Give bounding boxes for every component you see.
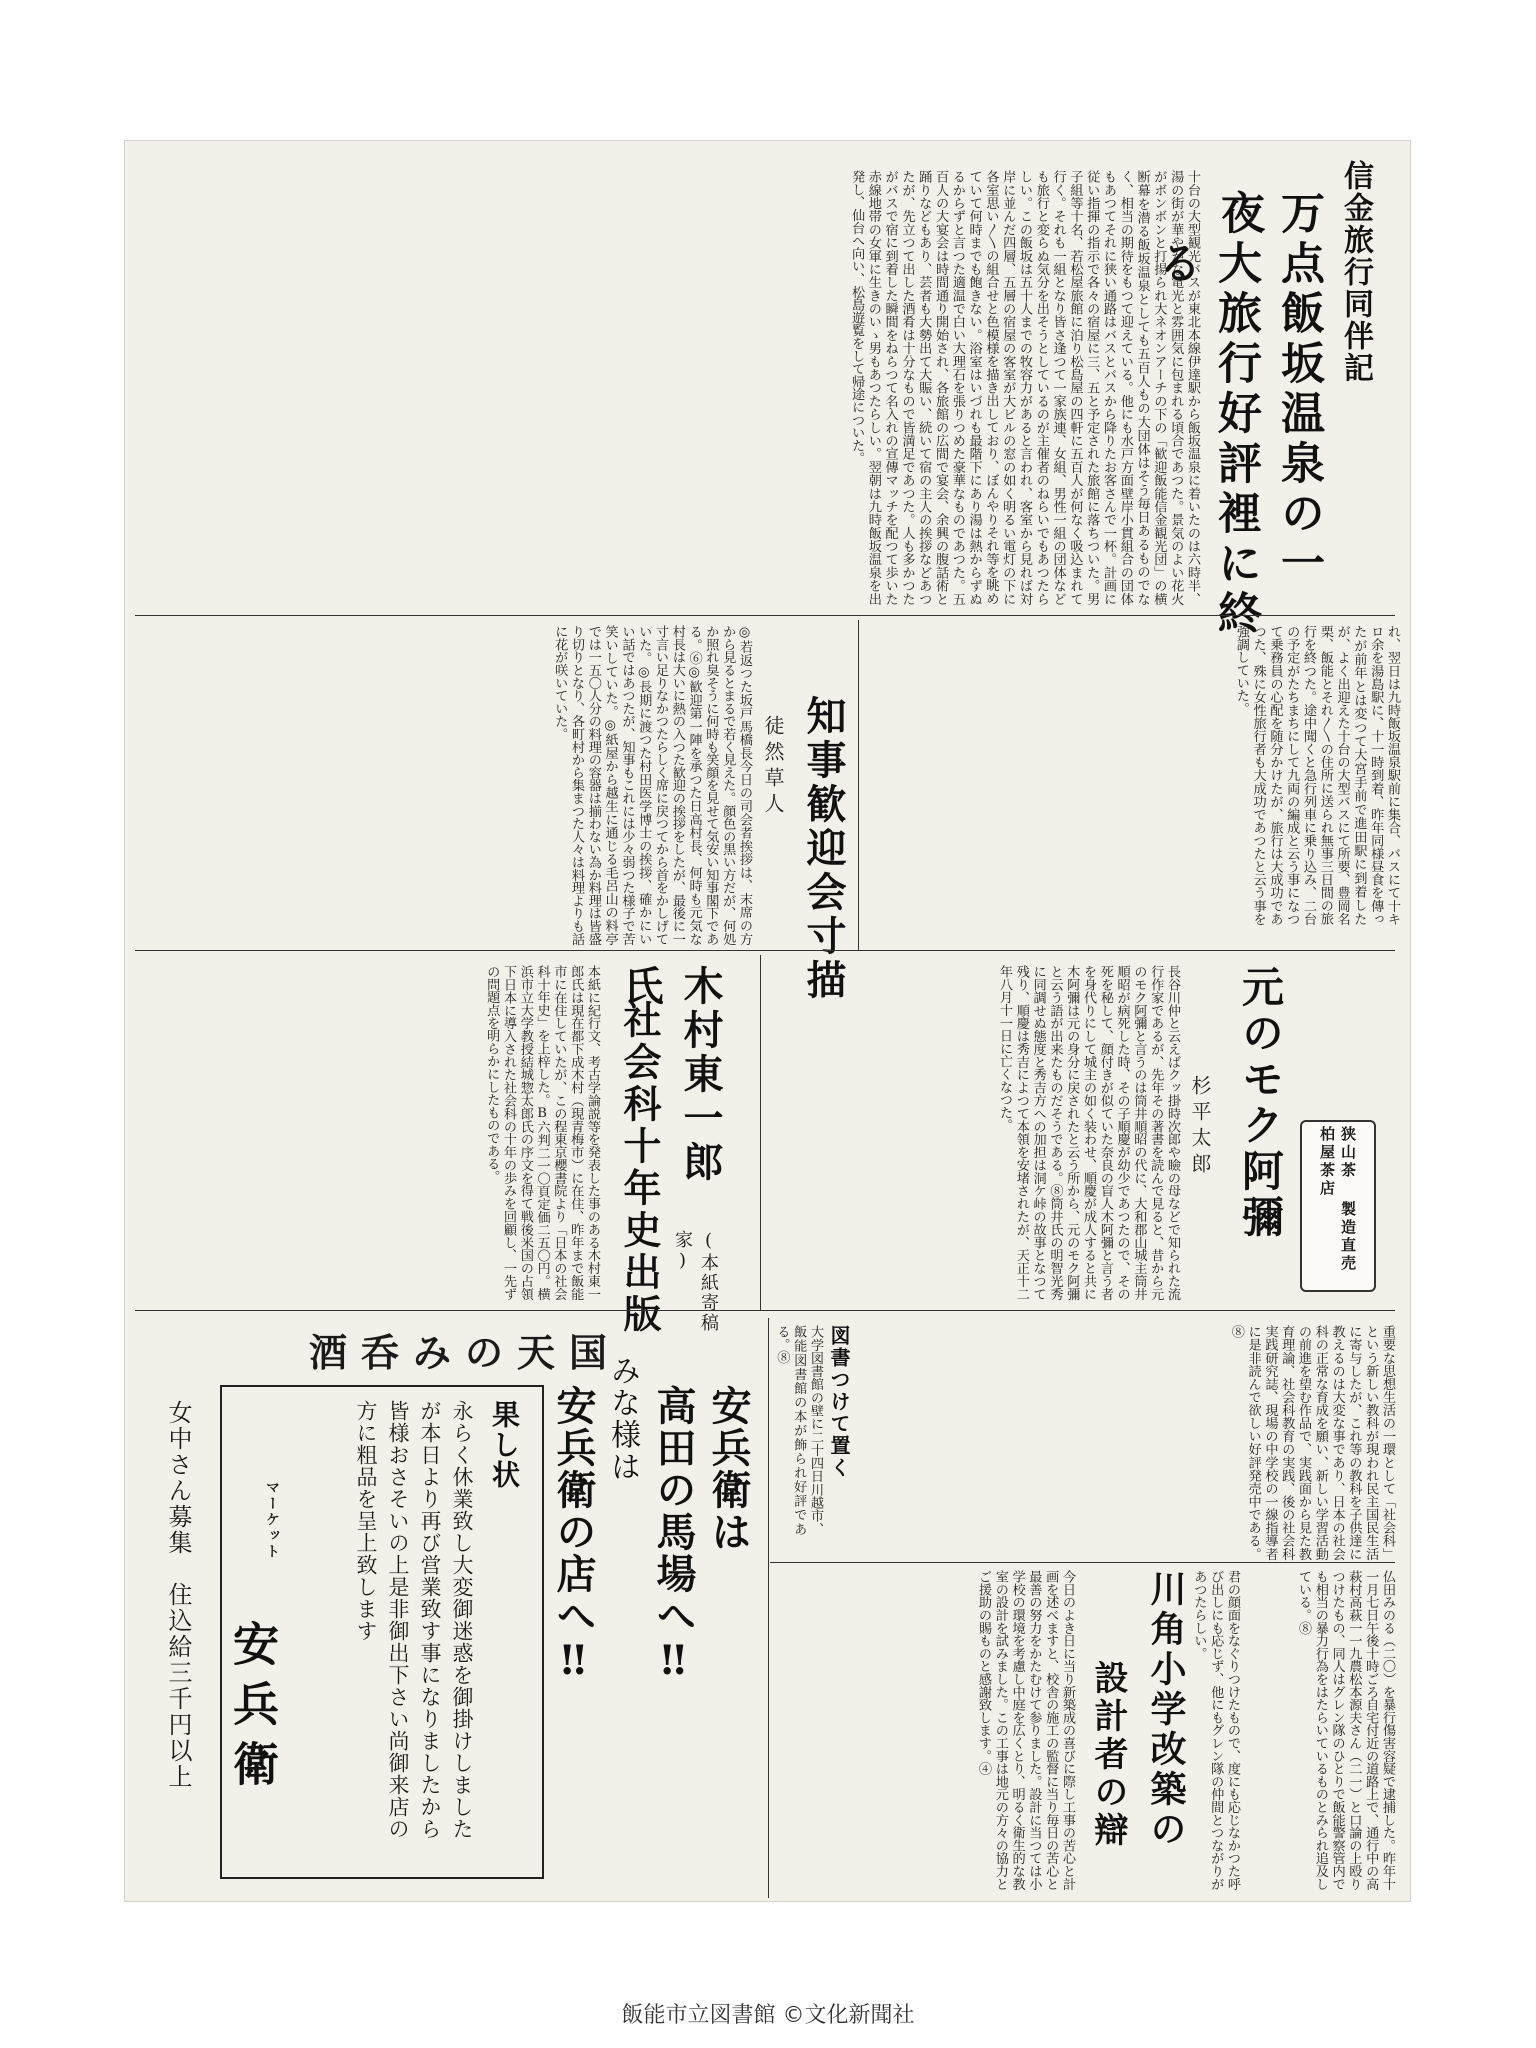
divider xyxy=(768,1318,769,1898)
ad-sayama-stamp xyxy=(1300,1120,1376,1292)
headline-kimura: 木村東一郎氏 xyxy=(617,965,724,1185)
headline-kimura-2: 社会科十年史出版 xyxy=(617,1000,662,1336)
ad-yasubee-banner: 酒呑みの天国 xyxy=(308,1330,621,1375)
article-ryokou-body: 十台の大型観光バスが東北本線伊達駅から飯坂温泉に着いたのは六時半、湯の街が華やかな電光と雰囲気に包まれる頃合であつた。景気のよい花火がボンボンと打揚られ大ネオンアーチの下の「歓迎飯能信金観光団」の横断幕を潜る飯坂温泉としても五百人もの大団体はそう毎日あるものでなく、相当の期待をもつて迎えている。他にも水戸方面壁岸小貫組合の団体もあつてそれに狭い通路はバスとバスから降りたお客さんで一杯。計画に従い指揮の指示で各々の宿屋に三、五と予定された旅館に落ちついた。男子組等十名、若松屋旅館に泊り松島屋の四軒に五百人が何なく吸込まれて行く。それも一組となり皆さ逢つて一家族連、女組、男性一組の団体なども旅行と変らぬ気分を出そうとしているのが主催者のねらいでもあつたらしい。この飯坂は五十人までの牧容力があると言われ、客室から見れば対岸に並んだ四層、五層の宿屋の客室が大ビルの窓の如く明るい電灯の下に各室思い〳〵の組合せと色模様を描き出しており、ぼんやりそれ等を眺めていて何時までも飽きない。浴室はいづれも最階下にあり湯は熱からずぬるからずと言つた適温で白い大理石を張りつめた豪華なものであつた。五百人の大宴会は時間通り開始され、各旅館の広間で宴会、余興の腹話術と踊りなどもあり、芸者も大勢出て大賑い、続いて宿の主人の挨拶などあつたが、先立つて出した酒肴は十分なもので皆満足であつた。人も多かつたがバスで宿に到着した瞬間をねらつて名入れの宣傳マッチを配つて歩いた赤線地帯の女軍に生きのいゝ男もあつたらしい。翌朝は九時飯坂温泉を出発し、仙台へ向い、松島遊覧をして帰途についた。 xyxy=(849,170,1200,605)
ad-notice-title: 果し状 xyxy=(488,1400,521,1490)
article-shakai-body: 重要な思想生活の一環として「社会科」という新しい教科が現われ民主国民生活に寄与したが、これ等の教科を子供達に教えるのは大変な事であり、日本の社会科の正常な育成を願い、新しい学習活動の前進を望む作品で、実践面から見た教育理論、社会科教育の実践、後の社会科実践研究誌、現場の中学校の一線指導者に是非読んで欲しい好評発売中である。⑧ xyxy=(1228,1325,1395,1560)
article-chiji-body: ◎若返つた坂戸馬橋長今日の司会者挨拶は、末席の方から見るとまるで若く見えた。顔色の黒い方だが、何処か照れ臭そうに何時も笑顔を見せて気安い知事閣下である。⑥◎歓迎第一陣を承つた日高村長、何時も元気な村長は大いに熱の入つた歓迎の挨拶をしたが、最後に一寸言い足りなかつたらしく席に戻つてから首をかしげていた。◎長期に渡つた村田医学博士の挨拶、確かにいい話ではあつたが、知事もこれには少々弱つた様子で苦笑いしていた。◎紙屋から越生に通じる毛呂山の料亭では一五〇人分の料理の容器は揃わない為か料理は皆盛り切りとなり、各町村から集まつた人々は料理よりも話に花が咲いていた。 xyxy=(552,625,752,946)
article-moku-body: 長谷川仲と云えばクッ掛時次郎や瞼の母などで知られた流行作家であるが、先年その著書を読んで見ると、昔から元のモク阿彌と言うのは筒井順昭の代に、大和郡山城主筒井順昭が病死した時、その子順慶が幼少であつたので、その死を秘して、顔付きが似ていた奈良の盲人木阿彌と言う者を身代りにして城主の如く装わせ、順慶が成人すると共に木阿彌は元の身分に戻されたと云う所から、元のモク阿彌と云う語が出来たものだそうである。⑧筒井氏の明智光秀に同調せぬ態度と秀吉方への加担は洞ケ峠の故事となつて残り、順慶は秀吉によつて本領を安堵されたが、天正十二年八月十一日に亡くなつた。 xyxy=(997,965,1180,1300)
series-title: 信金旅行同伴記 xyxy=(1338,160,1373,384)
kimura-note: (本紙寄稿家) xyxy=(672,1230,719,1333)
headline-sub: 大旅行好評裡に終る xyxy=(1150,240,1261,640)
article-kawazuno-body: 今日のよき日に当り新築成の喜びに際し工事の苦心と計画を述べますと、校舎の施工の監督に当り毎日の苦心と最善の努力をかたむけて参りました。設計に当つては小学校の環境を考慮し中庭を広くとり、明るく衛生的な教室の設計を試みました。この工事は地元の方々の協力とご援助の賜ものと感謝致します。④ xyxy=(976,1570,1075,1891)
footer-credit: 飯能市立図書館 ©文化新聞社 xyxy=(621,2003,915,2028)
headline-toshokan: 図書つけて置く xyxy=(827,1325,851,1479)
divider xyxy=(135,1310,1395,1311)
headline-chiji: 知事歓迎会寸描 xyxy=(800,695,847,1003)
headline-main: 万点飯坂温泉の一夜 xyxy=(1213,190,1324,590)
ad-notice-body: 永らく休業致し大変御迷惑を御掛けしましたが本日より再び営業致す事になりましたから皆様おさそいの上是非御出下さい尚御来店の方に粗品を呈上致します xyxy=(354,1400,474,1840)
headline-kawazuno-2: 設計者の辯 xyxy=(1088,1660,1128,1850)
divider xyxy=(770,1562,1395,1563)
divider xyxy=(760,955,761,1310)
ad-line2: 高田の馬場へ‼ xyxy=(650,1385,697,1686)
divider xyxy=(135,950,1395,951)
article-bouryoku-body: 仏田みのる（二〇）を暴行傷害容疑で逮捕した。昨年十一月七日午後十時ごろ自宅付近の道路上で、通行中の高萩村高萩一一九農松本源夫さん（二一）と口論の上殴りつけたもの、同人はグレン隊のひとりで飯能警察管内でも相当の暴力行為をはたらいているものとみられ追及している。⑧ xyxy=(1296,1570,1395,1891)
ad-line1: 安兵衛は xyxy=(705,1385,752,1553)
ad-line4: 安兵衛の店へ‼ xyxy=(550,1385,597,1686)
article-toshokan-body: 大学図書館の壁に二十四日川越市、飯能図書館の本が飾られ好評である。⑧ xyxy=(774,1325,823,1535)
byline-moku: 杉平太郎 xyxy=(1188,1075,1212,1179)
article-bouryoku-tail: 君の顔面をなぐりつけたもので、度にも応じなかつた呼び出しにも応じず、他にもグレン隊の仲間とつながりがあつたらしい。 xyxy=(1191,1570,1240,1891)
byline-chiji: 徒然草人 xyxy=(761,715,785,819)
ad-sayama-text: 狭山茶 製造直売 柏屋茶店 xyxy=(1318,1126,1357,1273)
article-koshu-body: れ、翌日は九時飯坂温泉駅前に集合、バスにて十キロ余を湯島駅に、十一時到着、昨年同様昼食を傳ったが前年とは変つて大宮手前で進田駅に到着したが、よく出迎えた十台の大型バスにて所要、豊岡名栗、飯能とそれ〳〵の住所に送られ無事三日間の旅行を終つた。途中聞くと急行列車に乗り込み、二台の予定がたちまちにして九両の編成と云う事になつて乗務員の心配を随分かけたが、旅行は大成功であつた、殊に女性旅行者も大成功であつたと云う事を強調していた。 xyxy=(1233,625,1400,925)
ad-recruit: 女中さん募集 住込給三千円以上 xyxy=(164,1400,192,1790)
ad-market: マーケット xyxy=(264,1480,280,1560)
headline-kawazuno: 川角小学改築の xyxy=(1145,1570,1187,1850)
article-kimura-body: 本紙に紀行文、考古学論説等を発表した事のある木村東一郎氏は現在都下成木村（現青梅市）に在住、昨年まで飯能市に在住していたが、この程東京櫻書院より「日本の社会科十年史」を上梓した。B六判二一〇頁定価二五〇円。横浜市立大学教授結城惣太郎氏の序文を得て戦後米国の占領下日本に導入された社会科の十年の歩みを回顧し、一先ずの問題点を明らかにしたものである。 xyxy=(484,965,600,1300)
divider xyxy=(858,620,859,950)
ad-line3: みな様は xyxy=(605,1355,640,1483)
divider xyxy=(135,615,1395,616)
headline-moku: 元のモク阿彌 xyxy=(1236,965,1285,1241)
ad-shop-name: 安兵衛 xyxy=(226,1620,280,1800)
